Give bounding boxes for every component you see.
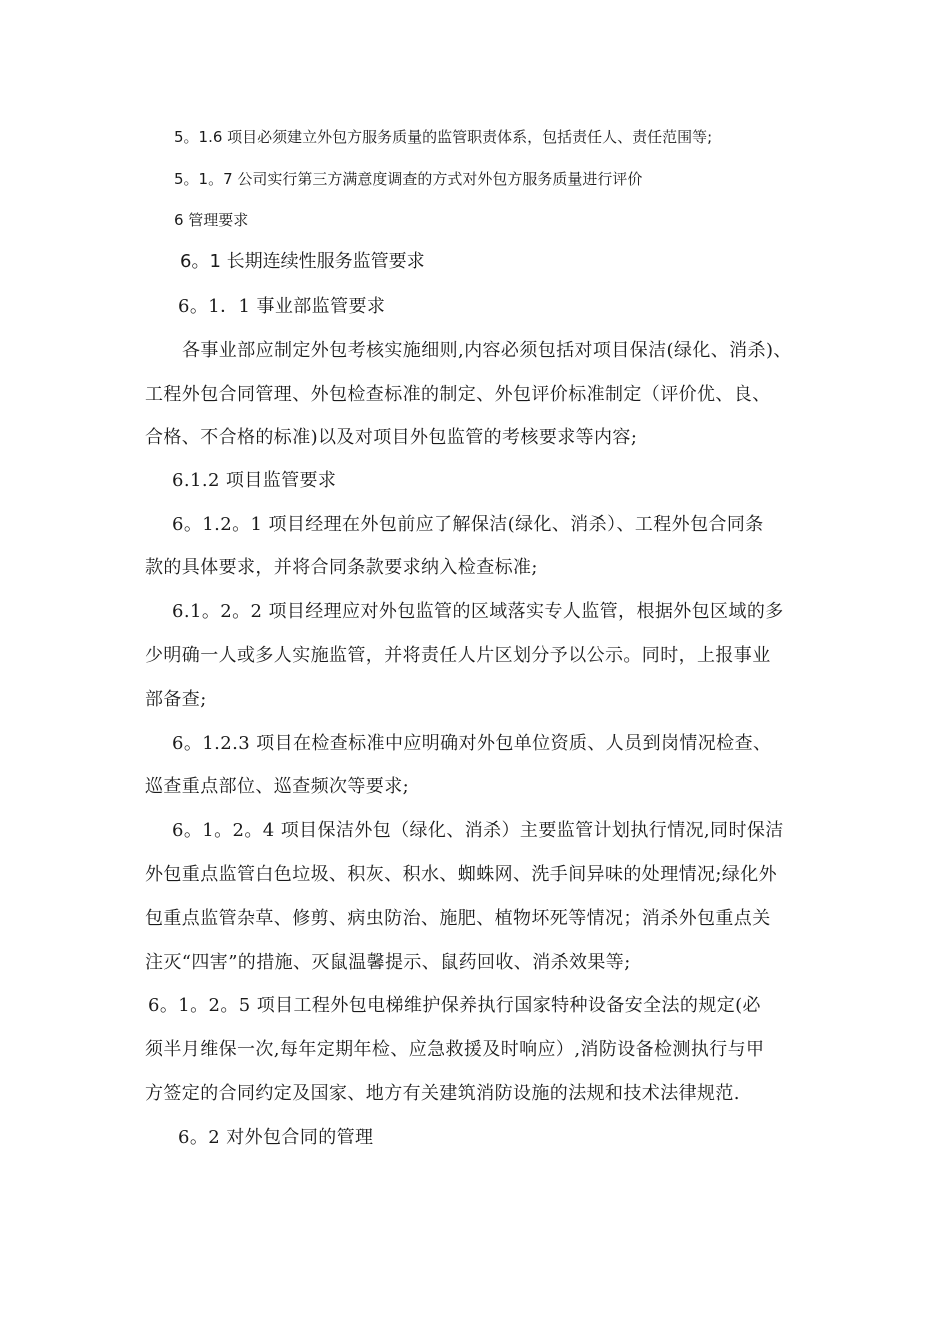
clause-6-1-2-4: 6。1。2。4 项目保洁外包（绿化、消杀）主要监管计划执行情况,同时保洁: [172, 820, 784, 841]
section-6-1-heading: 6。1 长期连续性服务监管要求: [180, 251, 425, 272]
paragraph-line: 各事业部应制定外包考核实施细则,内容必须包括对项目保洁(绿化、消杀)、: [182, 340, 792, 361]
clause-6-1-2-2: 6.1。2。2 项目经理应对外包监管的区域落实专人监管，根据外包区域的多: [172, 601, 784, 622]
section-6-1-1-heading: 6。1．1 事业部监管要求: [178, 296, 386, 317]
paragraph-line: 须半月维保一次,每年定期年检、应急救援及时响应）,消防设备检测执行与甲: [145, 1039, 765, 1060]
paragraph-line: 款的具体要求，并将合同条款要求纳入检查标准;: [145, 557, 538, 578]
paragraph-line: 巡查重点部位、巡查频次等要求;: [145, 776, 410, 797]
paragraph-line: 部备查;: [145, 689, 207, 710]
section-6-heading: 6 管理要求: [174, 211, 249, 229]
paragraph-line: 合格、不合格的标准)以及对项目外包监管的考核要求等内容;: [145, 427, 638, 448]
clause-5-1-7: 5。1。7 公司实行第三方满意度调查的方式对外包方服务质量进行评价: [174, 170, 643, 188]
paragraph-line: 外包重点监管白色垃圾、积灰、积水、蜘蛛网、洗手间异味的处理情况;绿化外: [145, 864, 778, 885]
paragraph-line: 工程外包合同管理、外包检查标准的制定、外包评价标准制定（评价优、良、: [145, 384, 771, 405]
paragraph-line: 少明确一人或多人实施监管，并将责任人片区划分予以公示。同时，上报事业: [145, 645, 771, 666]
section-6-2-heading: 6。2 对外包合同的管理: [178, 1127, 374, 1148]
section-6-1-2-heading: 6.1.2 项目监管要求: [172, 470, 337, 491]
clause-5-1-6: 5。1.6 项目必须建立外包方服务质量的监管职责体系，包括责任人、责任范围等;: [174, 128, 713, 146]
paragraph-line: 方签定的合同约定及国家、地方有关建筑消防设施的法规和技术法律规范.: [145, 1083, 740, 1104]
clause-6-1-2-1: 6。1.2。1 项目经理在外包前应了解保洁(绿化、消杀）、工程外包合同条: [172, 514, 764, 535]
paragraph-line: 包重点监管杂草、修剪、病虫防治、施肥、植物坏死等情况；消杀外包重点关: [145, 908, 771, 929]
clause-6-1-2-5: 6。1。2。5 项目工程外包电梯维护保养执行国家特种设备安全法的规定(必: [148, 995, 761, 1016]
clause-6-1-2-3: 6。1.2.3 项目在检查标准中应明确对外包单位资质、人员到岗情况检查、: [172, 733, 772, 754]
paragraph-line: 注灭“四害”的措施、灭鼠温馨提示、鼠药回收、消杀效果等;: [145, 952, 631, 973]
